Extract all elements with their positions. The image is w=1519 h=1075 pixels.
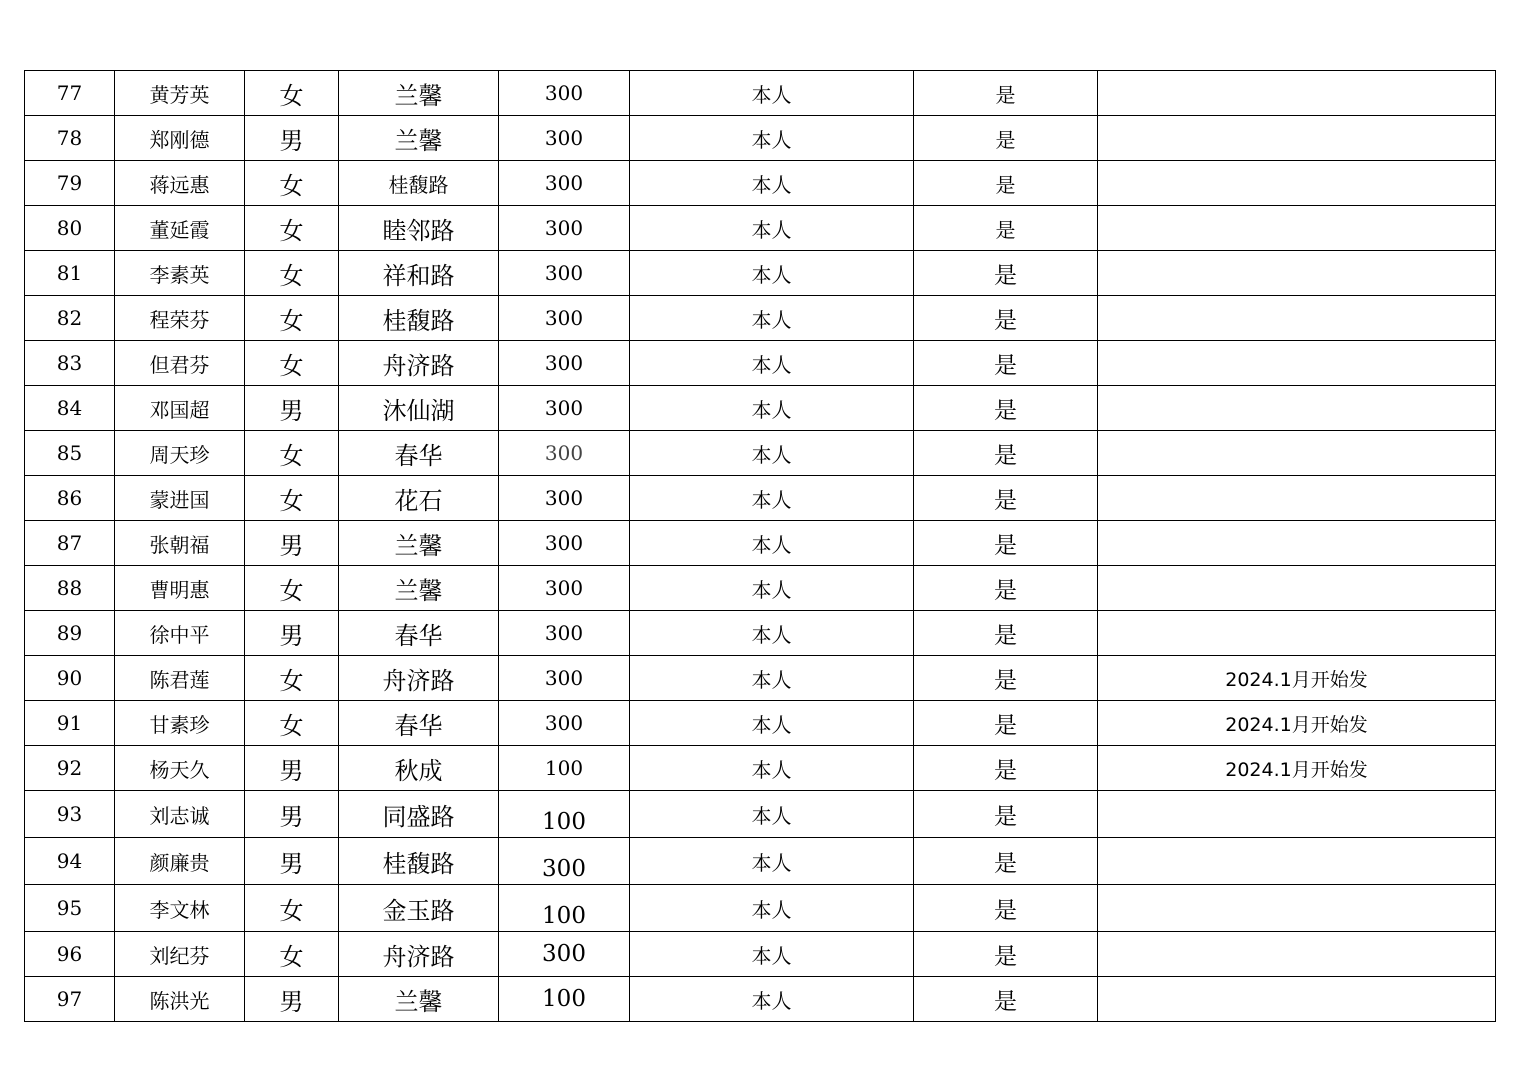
- table-row: [25, 611, 1496, 656]
- cell-note: 2024.1月开始发: [1098, 701, 1496, 746]
- cell-relation: 本人: [630, 341, 914, 386]
- cell-note: 2024.1月开始发: [1098, 656, 1496, 701]
- cell-no: 87: [25, 521, 115, 566]
- cell-area: 祥和路: [339, 251, 499, 296]
- cell-flag: 是: [914, 791, 1098, 838]
- table-row: [25, 341, 1496, 386]
- cell-flag: 是: [914, 386, 1098, 431]
- cell-flag: 是: [914, 431, 1098, 476]
- cell-relation: 本人: [630, 885, 914, 932]
- cell-name: 董延霞: [115, 206, 245, 251]
- cell-flag: 是: [914, 296, 1098, 341]
- cell-name: 蒋远惠: [115, 161, 245, 206]
- cell-note: [1098, 611, 1496, 656]
- table-row: [25, 161, 1496, 206]
- cell-no: 79: [25, 161, 115, 206]
- cell-relation: 本人: [630, 116, 914, 161]
- cell-area: 桂馥路: [339, 838, 499, 885]
- cell-amount: 300: [499, 521, 630, 566]
- cell-name: 但君芬: [115, 341, 245, 386]
- cell-gender: 男: [245, 116, 339, 161]
- table-row: [25, 386, 1496, 431]
- table-body: [25, 71, 1496, 1022]
- cell-amount: 300: [499, 566, 630, 611]
- cell-gender: 女: [245, 656, 339, 701]
- cell-gender: 女: [245, 431, 339, 476]
- table-row: [25, 885, 1496, 932]
- cell-name: 徐中平: [115, 611, 245, 656]
- cell-note: [1098, 977, 1496, 1022]
- cell-area: 沐仙湖: [339, 386, 499, 431]
- cell-gender: 男: [245, 838, 339, 885]
- cell-note: [1098, 566, 1496, 611]
- cell-note: [1098, 161, 1496, 206]
- cell-no: 77: [25, 71, 115, 116]
- cell-amount: 300: [499, 701, 630, 746]
- cell-area: 秋成: [339, 746, 499, 791]
- cell-no: 78: [25, 116, 115, 161]
- cell-gender: 男: [245, 611, 339, 656]
- table-row: [25, 116, 1496, 161]
- cell-relation: 本人: [630, 206, 914, 251]
- cell-area: 春华: [339, 431, 499, 476]
- cell-gender: 女: [245, 251, 339, 296]
- cell-note: [1098, 521, 1496, 566]
- table-row: [25, 701, 1496, 746]
- cell-name: 曹明惠: [115, 566, 245, 611]
- cell-area: 兰馨: [339, 116, 499, 161]
- table-row: [25, 932, 1496, 977]
- cell-flag: 是: [914, 161, 1098, 206]
- cell-area: 春华: [339, 611, 499, 656]
- cell-area: 兰馨: [339, 977, 499, 1022]
- cell-flag: 是: [914, 656, 1098, 701]
- cell-name: 刘纪芬: [115, 932, 245, 977]
- cell-amount: 300: [499, 71, 630, 116]
- cell-flag: 是: [914, 251, 1098, 296]
- cell-no: 85: [25, 431, 115, 476]
- cell-relation: 本人: [630, 611, 914, 656]
- cell-area: 桂馥路: [339, 296, 499, 341]
- cell-amount: 300: [499, 161, 630, 206]
- cell-name: 邓国超: [115, 386, 245, 431]
- cell-relation: 本人: [630, 476, 914, 521]
- cell-relation: 本人: [630, 791, 914, 838]
- cell-gender: 男: [245, 746, 339, 791]
- table-row: [25, 251, 1496, 296]
- cell-no: 95: [25, 885, 115, 932]
- table-row: [25, 206, 1496, 251]
- cell-name: 蒙进国: [115, 476, 245, 521]
- cell-amount: 300: [499, 431, 630, 476]
- cell-note: [1098, 251, 1496, 296]
- cell-area: 金玉路: [339, 885, 499, 932]
- cell-no: 92: [25, 746, 115, 791]
- cell-note: [1098, 296, 1496, 341]
- cell-amount: 100: [499, 977, 630, 1022]
- cell-area: 桂馥路: [339, 161, 499, 206]
- table-row: [25, 791, 1496, 838]
- cell-flag: 是: [914, 521, 1098, 566]
- cell-relation: 本人: [630, 251, 914, 296]
- cell-gender: 女: [245, 341, 339, 386]
- cell-name: 李文林: [115, 885, 245, 932]
- cell-no: 86: [25, 476, 115, 521]
- cell-no: 93: [25, 791, 115, 838]
- cell-name: 甘素珍: [115, 701, 245, 746]
- cell-note: [1098, 431, 1496, 476]
- cell-no: 97: [25, 977, 115, 1022]
- cell-gender: 女: [245, 206, 339, 251]
- cell-gender: 女: [245, 296, 339, 341]
- cell-relation: 本人: [630, 656, 914, 701]
- cell-no: 84: [25, 386, 115, 431]
- cell-amount: 300: [499, 251, 630, 296]
- cell-no: 82: [25, 296, 115, 341]
- cell-amount: 300: [499, 838, 630, 885]
- cell-flag: 是: [914, 71, 1098, 116]
- cell-note: [1098, 116, 1496, 161]
- cell-no: 96: [25, 932, 115, 977]
- table-row: [25, 71, 1496, 116]
- cell-area: 睦邻路: [339, 206, 499, 251]
- cell-name: 周天珍: [115, 431, 245, 476]
- cell-name: 李素英: [115, 251, 245, 296]
- table-row: [25, 431, 1496, 476]
- cell-flag: 是: [914, 476, 1098, 521]
- cell-relation: 本人: [630, 701, 914, 746]
- cell-amount: 300: [499, 656, 630, 701]
- cell-name: 陈洪光: [115, 977, 245, 1022]
- table-row: [25, 656, 1496, 701]
- cell-note: [1098, 71, 1496, 116]
- cell-area: 舟济路: [339, 932, 499, 977]
- cell-note: 2024.1月开始发: [1098, 746, 1496, 791]
- cell-note: [1098, 341, 1496, 386]
- cell-relation: 本人: [630, 566, 914, 611]
- cell-relation: 本人: [630, 746, 914, 791]
- cell-flag: 是: [914, 746, 1098, 791]
- cell-no: 88: [25, 566, 115, 611]
- cell-relation: 本人: [630, 386, 914, 431]
- cell-name: 黄芳英: [115, 71, 245, 116]
- cell-no: 80: [25, 206, 115, 251]
- table-row: [25, 296, 1496, 341]
- cell-no: 91: [25, 701, 115, 746]
- cell-note: [1098, 206, 1496, 251]
- cell-flag: 是: [914, 838, 1098, 885]
- cell-name: 陈君莲: [115, 656, 245, 701]
- cell-relation: 本人: [630, 521, 914, 566]
- cell-amount: 100: [499, 885, 630, 932]
- table-row: [25, 746, 1496, 791]
- cell-relation: 本人: [630, 161, 914, 206]
- table-row: [25, 566, 1496, 611]
- cell-flag: 是: [914, 611, 1098, 656]
- cell-area: 春华: [339, 701, 499, 746]
- table-row: [25, 977, 1496, 1022]
- cell-gender: 女: [245, 71, 339, 116]
- cell-amount: 300: [499, 611, 630, 656]
- cell-amount: 300: [499, 386, 630, 431]
- cell-area: 舟济路: [339, 656, 499, 701]
- cell-amount: 300: [499, 476, 630, 521]
- cell-area: 舟济路: [339, 341, 499, 386]
- cell-gender: 男: [245, 386, 339, 431]
- cell-flag: 是: [914, 566, 1098, 611]
- cell-flag: 是: [914, 341, 1098, 386]
- cell-note: [1098, 386, 1496, 431]
- cell-gender: 女: [245, 161, 339, 206]
- table-row: [25, 521, 1496, 566]
- cell-amount: 300: [499, 932, 630, 977]
- cell-name: 刘志诚: [115, 791, 245, 838]
- cell-flag: 是: [914, 885, 1098, 932]
- cell-gender: 女: [245, 701, 339, 746]
- cell-area: 兰馨: [339, 566, 499, 611]
- cell-gender: 男: [245, 521, 339, 566]
- cell-gender: 女: [245, 885, 339, 932]
- cell-area: 花石: [339, 476, 499, 521]
- cell-gender: 男: [245, 791, 339, 838]
- table-row: [25, 838, 1496, 885]
- cell-note: [1098, 791, 1496, 838]
- cell-name: 郑刚德: [115, 116, 245, 161]
- cell-gender: 男: [245, 977, 339, 1022]
- table-row: [25, 476, 1496, 521]
- cell-relation: 本人: [630, 431, 914, 476]
- cell-relation: 本人: [630, 977, 914, 1022]
- cell-amount: 300: [499, 296, 630, 341]
- cell-gender: 女: [245, 476, 339, 521]
- cell-relation: 本人: [630, 296, 914, 341]
- cell-no: 90: [25, 656, 115, 701]
- cell-name: 张朝福: [115, 521, 245, 566]
- cell-flag: 是: [914, 701, 1098, 746]
- roster-table: [24, 70, 1496, 1022]
- cell-area: 兰馨: [339, 521, 499, 566]
- cell-flag: 是: [914, 932, 1098, 977]
- cell-name: 程荣芬: [115, 296, 245, 341]
- cell-note: [1098, 476, 1496, 521]
- cell-amount: 100: [499, 791, 630, 838]
- cell-relation: 本人: [630, 838, 914, 885]
- cell-name: 颜廉贵: [115, 838, 245, 885]
- cell-flag: 是: [914, 116, 1098, 161]
- cell-amount: 300: [499, 116, 630, 161]
- cell-no: 83: [25, 341, 115, 386]
- cell-flag: 是: [914, 977, 1098, 1022]
- cell-no: 89: [25, 611, 115, 656]
- cell-gender: 女: [245, 566, 339, 611]
- cell-area: 兰馨: [339, 71, 499, 116]
- cell-no: 94: [25, 838, 115, 885]
- cell-name: 杨天久: [115, 746, 245, 791]
- cell-amount: 300: [499, 341, 630, 386]
- cell-note: [1098, 838, 1496, 885]
- cell-amount: 100: [499, 746, 630, 791]
- cell-note: [1098, 932, 1496, 977]
- cell-amount: 300: [499, 206, 630, 251]
- cell-relation: 本人: [630, 932, 914, 977]
- cell-area: 同盛路: [339, 791, 499, 838]
- cell-flag: 是: [914, 206, 1098, 251]
- cell-note: [1098, 885, 1496, 932]
- cell-no: 81: [25, 251, 115, 296]
- cell-gender: 女: [245, 932, 339, 977]
- cell-relation: 本人: [630, 71, 914, 116]
